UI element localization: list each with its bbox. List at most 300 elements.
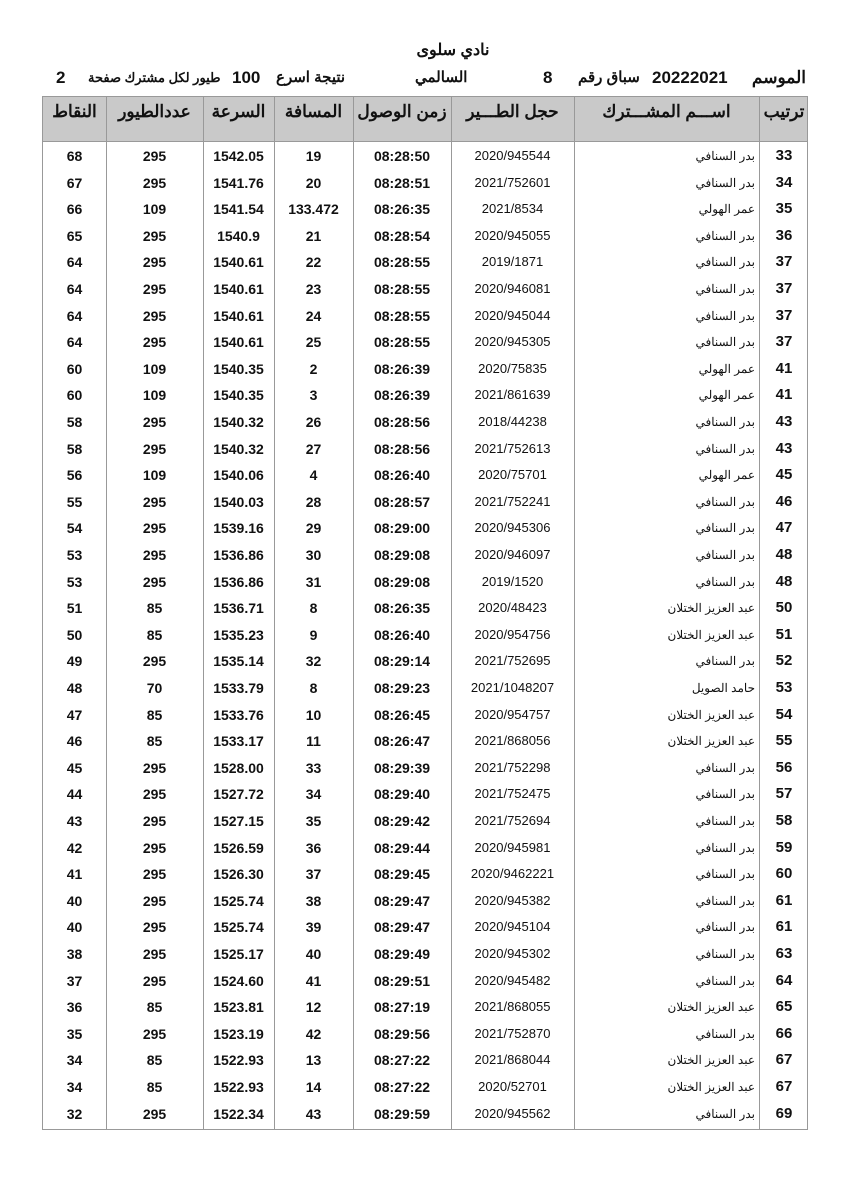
cell-ring: 2020/945104 <box>474 919 551 935</box>
cell-points: 58 <box>66 414 83 430</box>
cell-birds: 109 <box>142 360 167 377</box>
cell-points: 42 <box>66 839 83 856</box>
cell-distance: 37 <box>305 866 322 883</box>
cell-time: 08:28:57 <box>373 493 431 510</box>
cell-distance: 40 <box>305 946 322 962</box>
cell-distance: 32 <box>305 653 322 670</box>
cell-distance: 3 <box>309 387 318 404</box>
cell-rank: 60 <box>775 865 793 883</box>
cell-time: 08:26:35 <box>373 600 431 617</box>
cell-name: بدر السنافي <box>695 149 755 163</box>
cell-rank: 37 <box>775 253 793 271</box>
cell-speed: 1527.72 <box>213 786 264 803</box>
cell-points: 64 <box>66 307 83 324</box>
cell-rank: 47 <box>775 519 793 537</box>
table-row <box>43 702 807 728</box>
cell-speed: 1535.14 <box>213 653 264 670</box>
cell-speed: 1522.34 <box>213 1105 264 1122</box>
cell-birds: 295 <box>142 307 167 324</box>
cell-birds: 295 <box>142 520 167 537</box>
cell-distance: 27 <box>305 440 322 457</box>
cell-distance: 9 <box>309 626 318 643</box>
cell-speed: 1540.32 <box>213 440 264 457</box>
cell-time: 08:28:51 <box>373 174 431 191</box>
cell-distance: 8 <box>309 680 318 696</box>
cell-name: بدر السنافي <box>695 1106 755 1121</box>
column-divider <box>203 97 204 1129</box>
cell-speed: 1540.9 <box>217 227 260 244</box>
cell-ring: 2020/75701 <box>478 467 547 483</box>
table-row <box>43 861 807 887</box>
cell-points: 60 <box>66 387 83 404</box>
cell-points: 58 <box>66 440 83 457</box>
cell-name: عبد العزيز الختلان <box>667 707 755 722</box>
table-row <box>43 781 807 807</box>
cell-birds: 295 <box>142 174 167 191</box>
cell-ring: 2020/946081 <box>474 281 551 296</box>
cell-name: عبد العزيز الختلان <box>667 1053 755 1068</box>
cell-ring: 2021/868056 <box>474 733 551 749</box>
cell-ring: 2020/954756 <box>474 626 551 642</box>
cell-name: بدر السنافي <box>695 308 755 323</box>
cell-time: 08:29:14 <box>373 653 431 670</box>
cell-birds: 295 <box>142 786 167 803</box>
cell-time: 08:26:39 <box>373 387 431 404</box>
cell-time: 08:26:39 <box>373 360 431 377</box>
cell-rank: 46 <box>775 492 793 510</box>
cell-name: عمر الهولي <box>698 202 755 217</box>
cell-ring: 2020/945544 <box>474 148 551 163</box>
cell-time: 08:29:49 <box>373 946 431 962</box>
table-row <box>43 941 807 967</box>
cell-birds: 295 <box>142 1025 167 1042</box>
cell-rank: 48 <box>775 546 793 563</box>
cell-points: 40 <box>66 919 83 936</box>
cell-rank: 56 <box>775 758 793 776</box>
club-title: نادي سلوى <box>416 42 490 59</box>
cell-points: 49 <box>66 653 83 670</box>
table-row <box>43 595 807 621</box>
cell-distance: 39 <box>305 919 322 936</box>
cell-ring: 2020/945482 <box>474 972 551 988</box>
cell-rank: 64 <box>775 971 793 989</box>
cell-birds: 109 <box>142 201 167 218</box>
cell-speed: 1539.16 <box>213 520 264 537</box>
cell-rank: 61 <box>775 918 793 936</box>
cell-time: 08:29:47 <box>373 919 431 936</box>
cell-speed: 1540.35 <box>213 387 264 404</box>
cell-points: 51 <box>66 600 83 617</box>
fastest-label: نتيجة اسرع <box>276 69 346 86</box>
cell-birds: 295 <box>142 254 167 271</box>
table-row <box>43 143 807 169</box>
cell-ring: 2021/868044 <box>474 1052 551 1068</box>
cell-speed: 1522.93 <box>213 1079 264 1095</box>
cell-speed: 1540.61 <box>213 334 264 351</box>
table-row <box>43 382 807 408</box>
cell-points: 50 <box>66 626 83 643</box>
cell-birds: 109 <box>142 467 167 484</box>
header-rank: ترتيب <box>763 102 805 121</box>
cell-time: 08:29:39 <box>373 759 431 776</box>
column-divider <box>106 97 107 1129</box>
cell-rank: 41 <box>775 386 793 404</box>
fastest-count: 100 <box>232 68 261 87</box>
cell-time: 08:29:45 <box>373 866 431 883</box>
cell-points: 54 <box>66 520 83 537</box>
cell-distance: 133.472 <box>288 201 339 218</box>
cell-speed: 1533.79 <box>213 680 264 696</box>
cell-birds: 295 <box>142 440 167 457</box>
cell-time: 08:28:55 <box>373 254 431 271</box>
cell-rank: 67 <box>775 1078 793 1095</box>
table-row <box>43 888 807 914</box>
cell-distance: 41 <box>305 972 322 989</box>
cell-name: عمر الهولي <box>698 388 755 403</box>
cell-distance: 43 <box>305 1105 322 1122</box>
table-row <box>43 196 807 222</box>
race-label: سباق رقم <box>578 69 640 86</box>
column-divider <box>451 97 452 1129</box>
cell-time: 08:28:55 <box>373 334 431 351</box>
table-row <box>43 648 807 674</box>
cell-time: 08:29:51 <box>373 972 431 989</box>
cell-distance: 19 <box>305 148 322 164</box>
table-row <box>43 276 807 302</box>
table-row <box>43 170 807 196</box>
cell-distance: 29 <box>305 520 322 537</box>
cell-birds: 295 <box>142 414 167 430</box>
cell-speed: 1540.06 <box>213 467 264 484</box>
cell-rank: 33 <box>775 147 793 164</box>
cell-distance: 10 <box>305 706 322 723</box>
cell-name: بدر السنافي <box>695 867 755 882</box>
race-number: 8 <box>543 68 553 87</box>
cell-ring: 2020/945302 <box>474 946 551 961</box>
cell-time: 08:29:59 <box>373 1105 431 1122</box>
cell-rank: 48 <box>775 572 793 590</box>
cell-birds: 295 <box>142 493 167 510</box>
cell-name: عبد العزيز الختلان <box>667 601 755 616</box>
cell-name: بدر السنافي <box>695 893 755 908</box>
cell-points: 32 <box>66 1105 83 1122</box>
cell-name: بدر السنافي <box>695 228 755 243</box>
cell-speed: 1533.76 <box>213 706 264 723</box>
table-row <box>43 542 807 568</box>
column-divider <box>574 97 575 1129</box>
per-member-label: طيور لكل مشترك صفحة <box>88 70 221 85</box>
cell-ring: 2021/752298 <box>474 759 551 775</box>
table-row <box>43 1021 807 1047</box>
cell-rank: 52 <box>775 652 793 670</box>
cell-name: حامد الصويل <box>691 681 755 695</box>
cell-ring: 2021/752601 <box>474 174 551 190</box>
header-name: اســـم المشـــترك <box>602 102 731 121</box>
cell-ring: 2021/752870 <box>474 1025 551 1041</box>
cell-speed: 1542.05 <box>213 148 264 164</box>
cell-points: 60 <box>66 360 83 377</box>
cell-distance: 11 <box>306 733 321 750</box>
cell-time: 08:26:40 <box>373 626 431 643</box>
cell-points: 45 <box>66 759 83 776</box>
cell-points: 47 <box>66 706 83 723</box>
cell-speed: 1540.03 <box>213 493 264 510</box>
cell-ring: 2021/1048207 <box>470 680 555 695</box>
cell-points: 64 <box>66 281 83 297</box>
table-row <box>43 1047 807 1073</box>
cell-points: 43 <box>66 813 83 829</box>
cell-birds: 85 <box>146 733 163 750</box>
cell-birds: 295 <box>142 334 167 351</box>
cell-points: 40 <box>66 892 83 909</box>
cell-name: بدر السنافي <box>695 654 755 669</box>
cell-time: 08:27:22 <box>373 1079 431 1095</box>
season-value: 20222021 <box>652 68 728 87</box>
cell-name: عبد العزيز الختلان <box>667 1000 755 1015</box>
cell-name: بدر السنافي <box>695 415 755 429</box>
cell-ring: 2020/48423 <box>478 600 547 616</box>
cell-rank: 63 <box>775 945 793 962</box>
cell-rank: 67 <box>775 1051 793 1069</box>
cell-time: 08:29:42 <box>373 813 431 829</box>
table-row <box>43 968 807 994</box>
season-label: الموسم <box>751 68 806 87</box>
results-table <box>42 96 808 1130</box>
cell-birds: 295 <box>142 813 167 829</box>
cell-distance: 38 <box>305 892 322 909</box>
cell-name: بدر السنافي <box>695 1026 755 1041</box>
cell-points: 55 <box>66 493 83 510</box>
table-row <box>43 489 807 515</box>
cell-speed: 1525.74 <box>213 892 264 909</box>
cell-ring: 2019/1520 <box>481 573 544 589</box>
cell-time: 08:28:55 <box>373 307 431 324</box>
table-row <box>43 329 807 355</box>
cell-distance: 24 <box>305 307 322 324</box>
cell-birds: 85 <box>146 999 163 1016</box>
cell-distance: 25 <box>305 334 322 351</box>
cell-points: 53 <box>66 573 83 590</box>
page-number: 2 <box>56 68 66 87</box>
cell-rank: 57 <box>775 785 793 803</box>
cell-name: بدر السنافي <box>695 521 755 536</box>
table-row <box>43 835 807 861</box>
cell-points: 48 <box>66 680 83 696</box>
cell-rank: 50 <box>775 599 793 617</box>
cell-ring: 2020/945306 <box>474 520 551 536</box>
cell-points: 65 <box>66 227 83 244</box>
cell-distance: 13 <box>305 1052 322 1069</box>
cell-distance: 14 <box>305 1079 322 1095</box>
cell-time: 08:29:08 <box>373 573 431 590</box>
cell-time: 08:29:23 <box>373 680 431 696</box>
cell-birds: 295 <box>142 759 167 776</box>
table-row <box>43 675 807 701</box>
cell-birds: 295 <box>142 866 167 883</box>
cell-birds: 85 <box>146 1079 163 1095</box>
cell-speed: 1535.23 <box>213 626 264 643</box>
cell-name: بدر السنافي <box>695 947 755 961</box>
cell-rank: 61 <box>775 891 793 909</box>
cell-distance: 35 <box>305 813 322 829</box>
cell-name: عبد العزيز الختلان <box>667 627 755 642</box>
cell-points: 41 <box>66 866 83 883</box>
cell-ring: 2020/945562 <box>474 1105 551 1121</box>
cell-speed: 1527.15 <box>213 813 264 829</box>
table-row <box>43 515 807 541</box>
cell-time: 08:29:08 <box>373 547 431 563</box>
cell-rank: 53 <box>775 679 793 696</box>
cell-rank: 51 <box>775 625 793 643</box>
cell-ring: 2020/946097 <box>474 547 551 562</box>
cell-birds: 295 <box>142 972 167 989</box>
cell-name: بدر السنافي <box>695 760 755 775</box>
cell-rank: 37 <box>775 306 793 324</box>
cell-name: بدر السنافي <box>695 335 755 350</box>
cell-time: 08:28:55 <box>373 281 431 297</box>
cell-points: 36 <box>66 999 83 1016</box>
cell-ring: 2020/954757 <box>474 706 551 722</box>
cell-points: 66 <box>66 201 83 218</box>
cell-name: بدر السنافي <box>695 282 755 296</box>
cell-points: 56 <box>66 467 83 484</box>
cell-name: بدر السنافي <box>695 574 755 589</box>
cell-points: 34 <box>66 1079 83 1095</box>
race-location: السالمي <box>415 69 468 86</box>
cell-points: 64 <box>66 254 83 271</box>
cell-name: بدر السنافي <box>695 494 755 509</box>
cell-ring: 2021/868055 <box>474 999 551 1015</box>
cell-rank: 43 <box>775 413 793 430</box>
cell-birds: 295 <box>142 892 167 909</box>
cell-name: عبد العزيز الختلان <box>667 734 755 749</box>
cell-ring: 2020/945305 <box>474 334 551 350</box>
cell-speed: 1533.17 <box>213 733 264 750</box>
cell-birds: 295 <box>142 946 167 962</box>
cell-rank: 43 <box>775 439 793 457</box>
cell-speed: 1525.17 <box>213 946 264 962</box>
header-birds: عددالطيور <box>118 102 191 121</box>
cell-points: 67 <box>66 174 83 191</box>
cell-ring: 2021/8534 <box>481 201 544 217</box>
cell-points: 46 <box>66 733 83 750</box>
cell-time: 08:29:47 <box>373 892 431 909</box>
cell-speed: 1523.19 <box>213 1025 264 1042</box>
cell-points: 68 <box>66 148 83 164</box>
table-row <box>43 462 807 488</box>
cell-speed: 1525.74 <box>213 919 264 936</box>
cell-birds: 85 <box>146 626 163 643</box>
cell-name: بدر السنافي <box>695 920 755 935</box>
cell-ring: 2021/752695 <box>474 653 551 669</box>
cell-distance: 34 <box>305 786 322 803</box>
cell-ring: 2019/1871 <box>481 254 544 270</box>
cell-rank: 66 <box>775 1024 793 1042</box>
cell-time: 08:26:47 <box>373 733 431 750</box>
cell-distance: 31 <box>305 573 322 590</box>
cell-ring: 2020/945044 <box>474 307 551 323</box>
cell-name: عمر الهولي <box>698 361 755 376</box>
cell-speed: 1528.00 <box>213 759 264 776</box>
cell-distance: 26 <box>305 414 322 430</box>
cell-points: 44 <box>66 786 83 803</box>
cell-speed: 1540.61 <box>213 307 264 324</box>
cell-rank: 54 <box>775 705 793 723</box>
cell-speed: 1536.86 <box>213 573 264 590</box>
cell-speed: 1524.60 <box>213 972 264 989</box>
cell-time: 08:28:56 <box>373 440 431 457</box>
table-row <box>43 303 807 329</box>
cell-distance: 23 <box>305 281 322 297</box>
cell-distance: 21 <box>305 227 322 244</box>
cell-ring: 2020/945981 <box>474 839 551 855</box>
header-time: زمن الوصول <box>357 102 447 121</box>
column-divider <box>353 97 354 1129</box>
cell-ring: 2021/752694 <box>474 813 551 828</box>
cell-distance: 36 <box>305 839 322 856</box>
cell-speed: 1536.71 <box>213 600 264 617</box>
cell-name: بدر السنافي <box>695 814 755 828</box>
cell-speed: 1540.61 <box>213 281 264 297</box>
cell-birds: 295 <box>142 148 167 164</box>
cell-ring: 2021/752241 <box>474 493 551 509</box>
cell-points: 38 <box>66 946 83 962</box>
cell-ring: 2020/945382 <box>474 892 551 908</box>
cell-distance: 8 <box>309 600 318 617</box>
cell-points: 64 <box>66 334 83 351</box>
cell-birds: 295 <box>142 919 167 936</box>
cell-rank: 45 <box>775 466 793 484</box>
cell-distance: 2 <box>309 360 318 377</box>
cell-points: 35 <box>66 1025 83 1042</box>
cell-distance: 4 <box>309 467 318 484</box>
cell-name: بدر السنافي <box>695 175 755 190</box>
cell-time: 08:28:56 <box>373 414 431 430</box>
cell-ring: 2021/752613 <box>474 440 551 456</box>
cell-rank: 34 <box>775 173 793 191</box>
cell-birds: 295 <box>142 281 167 297</box>
cell-speed: 1540.32 <box>213 414 264 430</box>
cell-points: 34 <box>66 1052 83 1069</box>
cell-birds: 85 <box>146 706 163 723</box>
cell-birds: 295 <box>142 839 167 856</box>
cell-ring: 2020/945055 <box>474 227 551 243</box>
cell-name: بدر السنافي <box>695 441 755 456</box>
cell-time: 08:27:19 <box>373 999 431 1016</box>
cell-speed: 1526.30 <box>213 866 264 883</box>
cell-name: بدر السنافي <box>695 840 755 855</box>
cell-time: 08:26:35 <box>373 201 431 218</box>
cell-time: 08:29:56 <box>373 1025 431 1042</box>
cell-speed: 1540.35 <box>213 360 264 377</box>
header-distance: المسافة <box>284 102 343 121</box>
cell-birds: 295 <box>142 573 167 590</box>
cell-rank: 65 <box>775 998 793 1016</box>
cell-rank: 58 <box>775 812 793 829</box>
cell-name: بدر السنافي <box>695 548 755 562</box>
table-row <box>43 755 807 781</box>
table-row <box>43 622 807 648</box>
cell-time: 08:29:40 <box>373 786 431 803</box>
table-row <box>43 1101 807 1127</box>
table-row <box>43 436 807 462</box>
table-row <box>43 994 807 1020</box>
cell-points: 53 <box>66 547 83 563</box>
cell-birds: 295 <box>142 547 167 563</box>
header-ring: حجل الطـــير <box>466 102 559 121</box>
cell-name: بدر السنافي <box>695 787 755 802</box>
cell-speed: 1536.86 <box>213 547 264 563</box>
